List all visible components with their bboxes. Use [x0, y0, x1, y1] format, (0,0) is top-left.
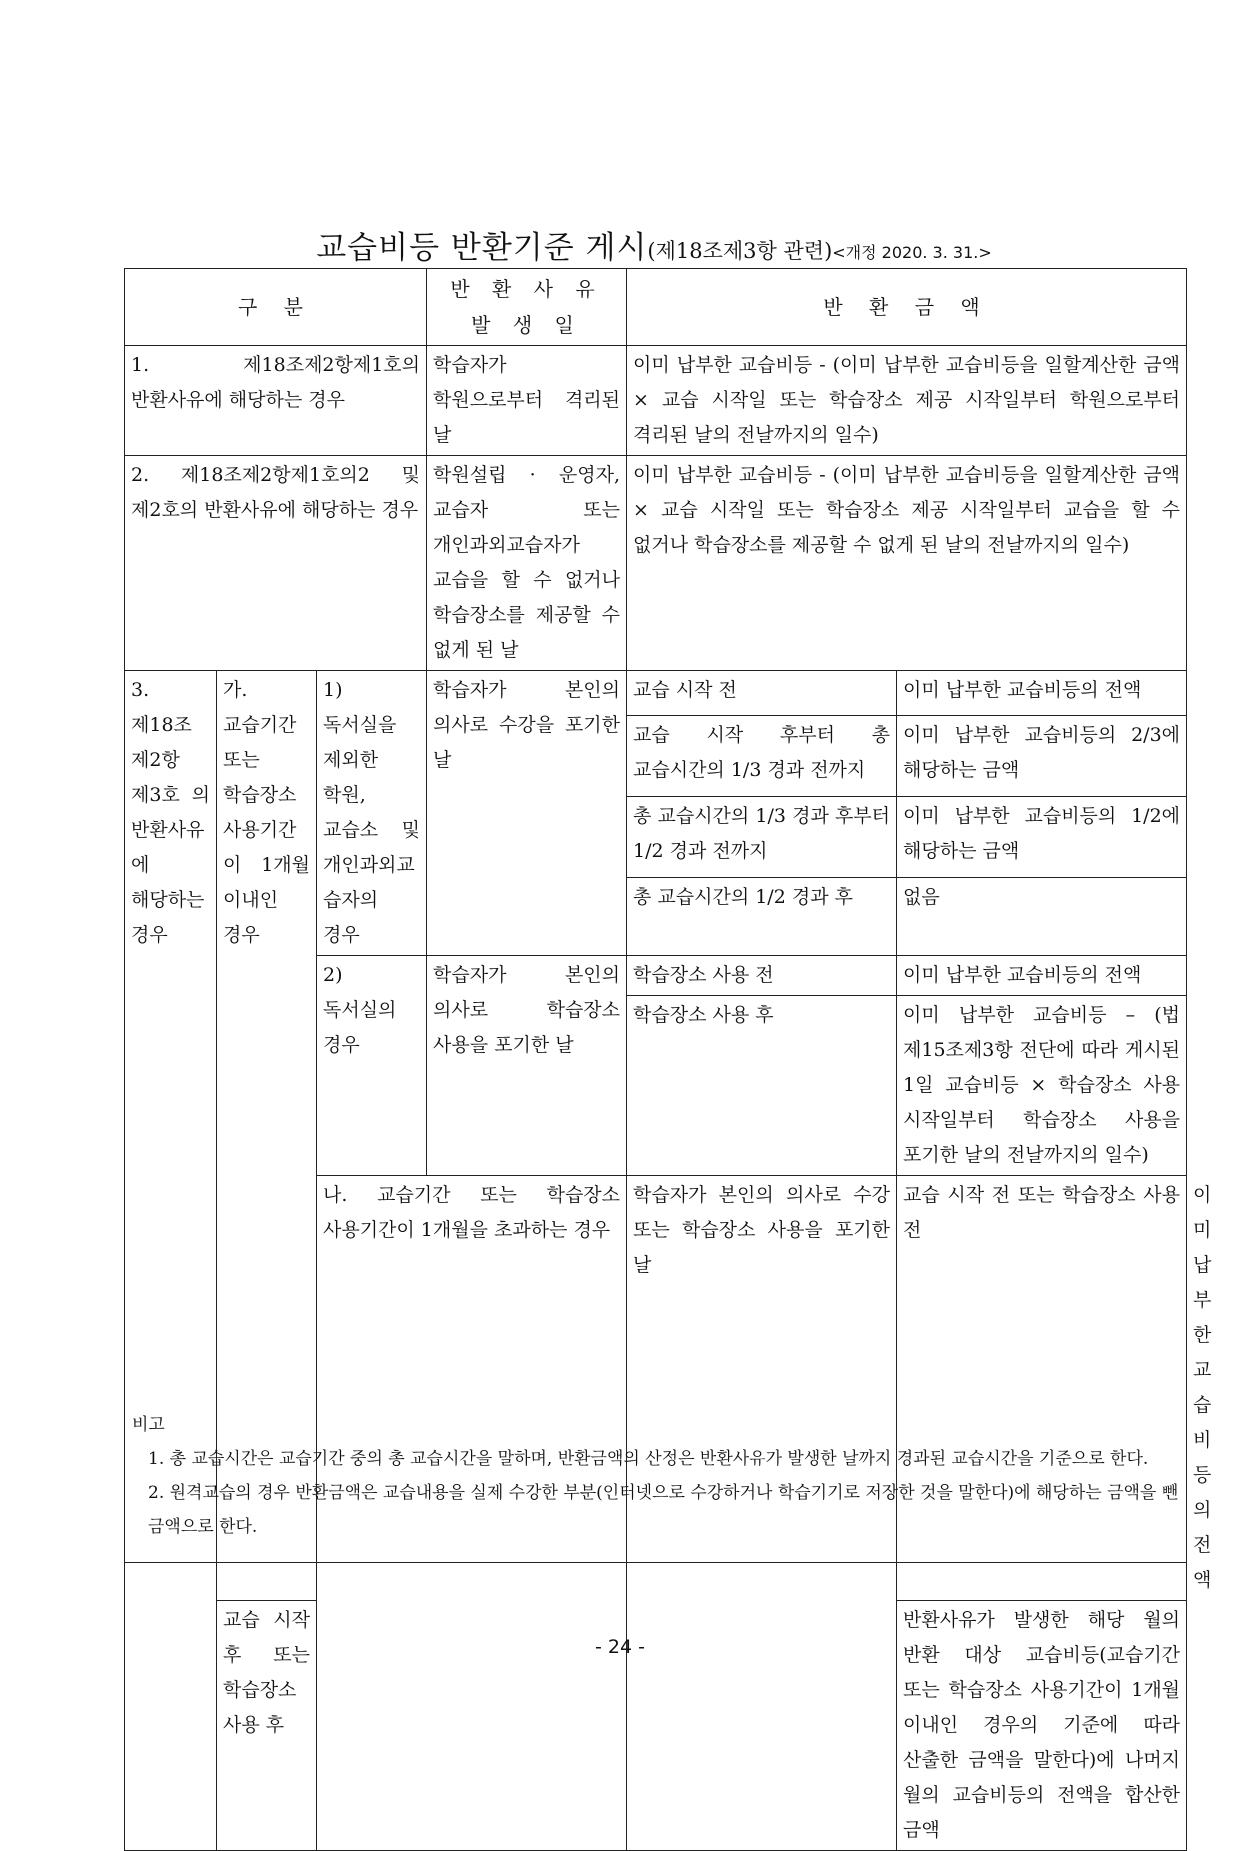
title-amendment: <개정 2020. 3. 31.>: [832, 243, 992, 262]
row3-na-label: 나. 교습기간 또는 학습장소 사용기간이 1개월을 초과하는 경우: [317, 1176, 627, 1851]
row1-category: 1. 제18조제2항제1호의 반환사유에 해당하는 경우: [125, 346, 427, 456]
ga1-amount-2: 이미 납부한 교습비등의 1/2에 해당하는 금액: [897, 797, 1187, 878]
page-title: [124, 222, 1184, 267]
row3-ga-label: 가. 교습기간 또는 학습장소 사용기간이 1개월 이내인 경우: [217, 671, 317, 1601]
note-item-2: 2. 원격교습의 경우 반환금액은 교습내용을 실제 수강한 부분(인터넷으로 수강하거나 학습기기로 저장한 것을 말한다)에 해당하는 금액을 뺀 금액으로 한다.: [148, 1483, 1179, 1537]
header-reason-line1: 반 환 사 유: [450, 277, 603, 301]
ga1-amount-1: 이미 납부한 교습비등의 2/3에 해당하는 금액: [897, 716, 1187, 797]
na-when-1: 교습 시작 후 또는 학습장소 사용 후: [217, 1601, 317, 1851]
row3-ga2-date: 학습자가 본인의 의사로 학습장소 사용을 포기한 날: [427, 956, 627, 1176]
header-amount: 반 환 금 액: [627, 269, 1187, 346]
header-category: 구 분: [125, 269, 427, 346]
ga2-amount-0: 이미 납부한 교습비등의 전액: [897, 956, 1187, 996]
na-amount-1: 반환사유가 발생한 해당 월의 반환 대상 교습비등(교습기간 또는 학습장소 사용기간이 1개월 이내인 경우의 기준에 따라 산출한 금액을 말한다)에 나머지 월의 교습비등의 전액을 합산한 금액: [897, 1601, 1187, 1851]
table-row-3g: 나. 교습기간 또는 학습장소 사용기간이 1개월을 초과하는 경우 학습자가 본인의 의사로 수강 또는 학습장소 사용을 포기한 날 교습 시작 전 또는 학습장소 사용 전 이미 납부한 교습비등의 전액: [125, 1176, 1187, 1601]
table-row-1: [125, 346, 1187, 456]
ga1-amount-3: 없음: [897, 878, 1187, 956]
na-when-0: 교습 시작 전 또는 학습장소 사용 전: [897, 1176, 1187, 1601]
ga2-amount-1: 이미 납부한 교습비등 – (법 제15조제3항 전단에 따라 게시된 1일 교습비등 × 학습장소 사용 시작일부터 학습장소 사용을 포기한 날의 전날까지의 일수): [897, 996, 1187, 1176]
title-sub: (제18조제3항 관련): [647, 239, 833, 263]
row2-amount: 이미 납부한 교습비등 - (이미 납부한 교습비등을 일할계산한 금액 × 교습 시작일 또는 학습장소 제공 시작일부터 교습을 할 수 없거나 학습장소를 제공할 수 없게 된 날의 전날까지의 일수): [627, 456, 1187, 671]
row3-na-date: 학습자가 본인의 의사로 수강 또는 학습장소 사용을 포기한 날: [627, 1176, 897, 1851]
row3-category: 3. 제18조 제2항 제3호 의 반환사유에 해당하는 경우: [125, 671, 217, 1851]
bottom-divider: [124, 1562, 1186, 1563]
ga1-amount-0: 이미 납부한 교습비등의 전액: [897, 671, 1187, 716]
header-row: [125, 269, 1187, 346]
page-number: - 24 -: [595, 1636, 645, 1658]
notes: [132, 1408, 1182, 1544]
ga1-when-0: 교습 시작 전: [627, 671, 897, 716]
row2-category: 2. 제18조제2항제1호의2 및 제2호의 반환사유에 해당하는 경우: [125, 456, 427, 671]
refund-table: [124, 268, 1212, 1851]
ga2-when-1: 학습장소 사용 후: [627, 996, 897, 1176]
row3-ga1-label: 1) 독서실을 제외한 학원, 교습소 및 개인과외교습자의 경우: [317, 671, 427, 956]
ga1-when-1: 교습 시작 후부터 총 교습시간의 1/3 경과 전까지: [627, 716, 897, 797]
title-main: 교습비등 반환기준 게시: [316, 230, 648, 266]
row1-date: 학습자가 학원으로부터 격리된 날: [427, 346, 627, 456]
ga1-when-2: 총 교습시간의 1/3 경과 후부터 1/2 경과 전까지: [627, 797, 897, 878]
row3-ga1-date: 학습자가 본인의 의사로 수강을 포기한 날: [427, 671, 627, 956]
header-reason: [427, 269, 627, 346]
notes-heading: 비고: [132, 1415, 165, 1435]
ga2-when-0: 학습장소 사용 전: [627, 956, 897, 996]
table-row-3a: [125, 671, 1187, 716]
row3-ga2-label: 2) 독서실의 경우: [317, 956, 427, 1176]
note-item-1: 1. 총 교습시간은 교습기간 중의 총 교습시간을 말하며, 반환금액의 산정은 반환사유가 발생한 날까지 경과된 교습시간을 기준으로 한다.: [148, 1449, 1149, 1469]
table-row-2: [125, 456, 1187, 671]
row1-amount: 이미 납부한 교습비등 - (이미 납부한 교습비등을 일할계산한 금액 × 교습 시작일 또는 학습장소 제공 시작일부터 학원으로부터 격리된 날의 전날까지의 일수): [627, 346, 1187, 456]
row2-date: 학원설립 · 운영자, 교습자 또는 개인과외교습자가 교습을 할 수 없거나 학습장소를 제공할 수 없게 된 날: [427, 456, 627, 671]
ga1-when-3: 총 교습시간의 1/2 경과 후: [627, 878, 897, 956]
header-reason-line2: 발 생 일: [471, 313, 582, 337]
